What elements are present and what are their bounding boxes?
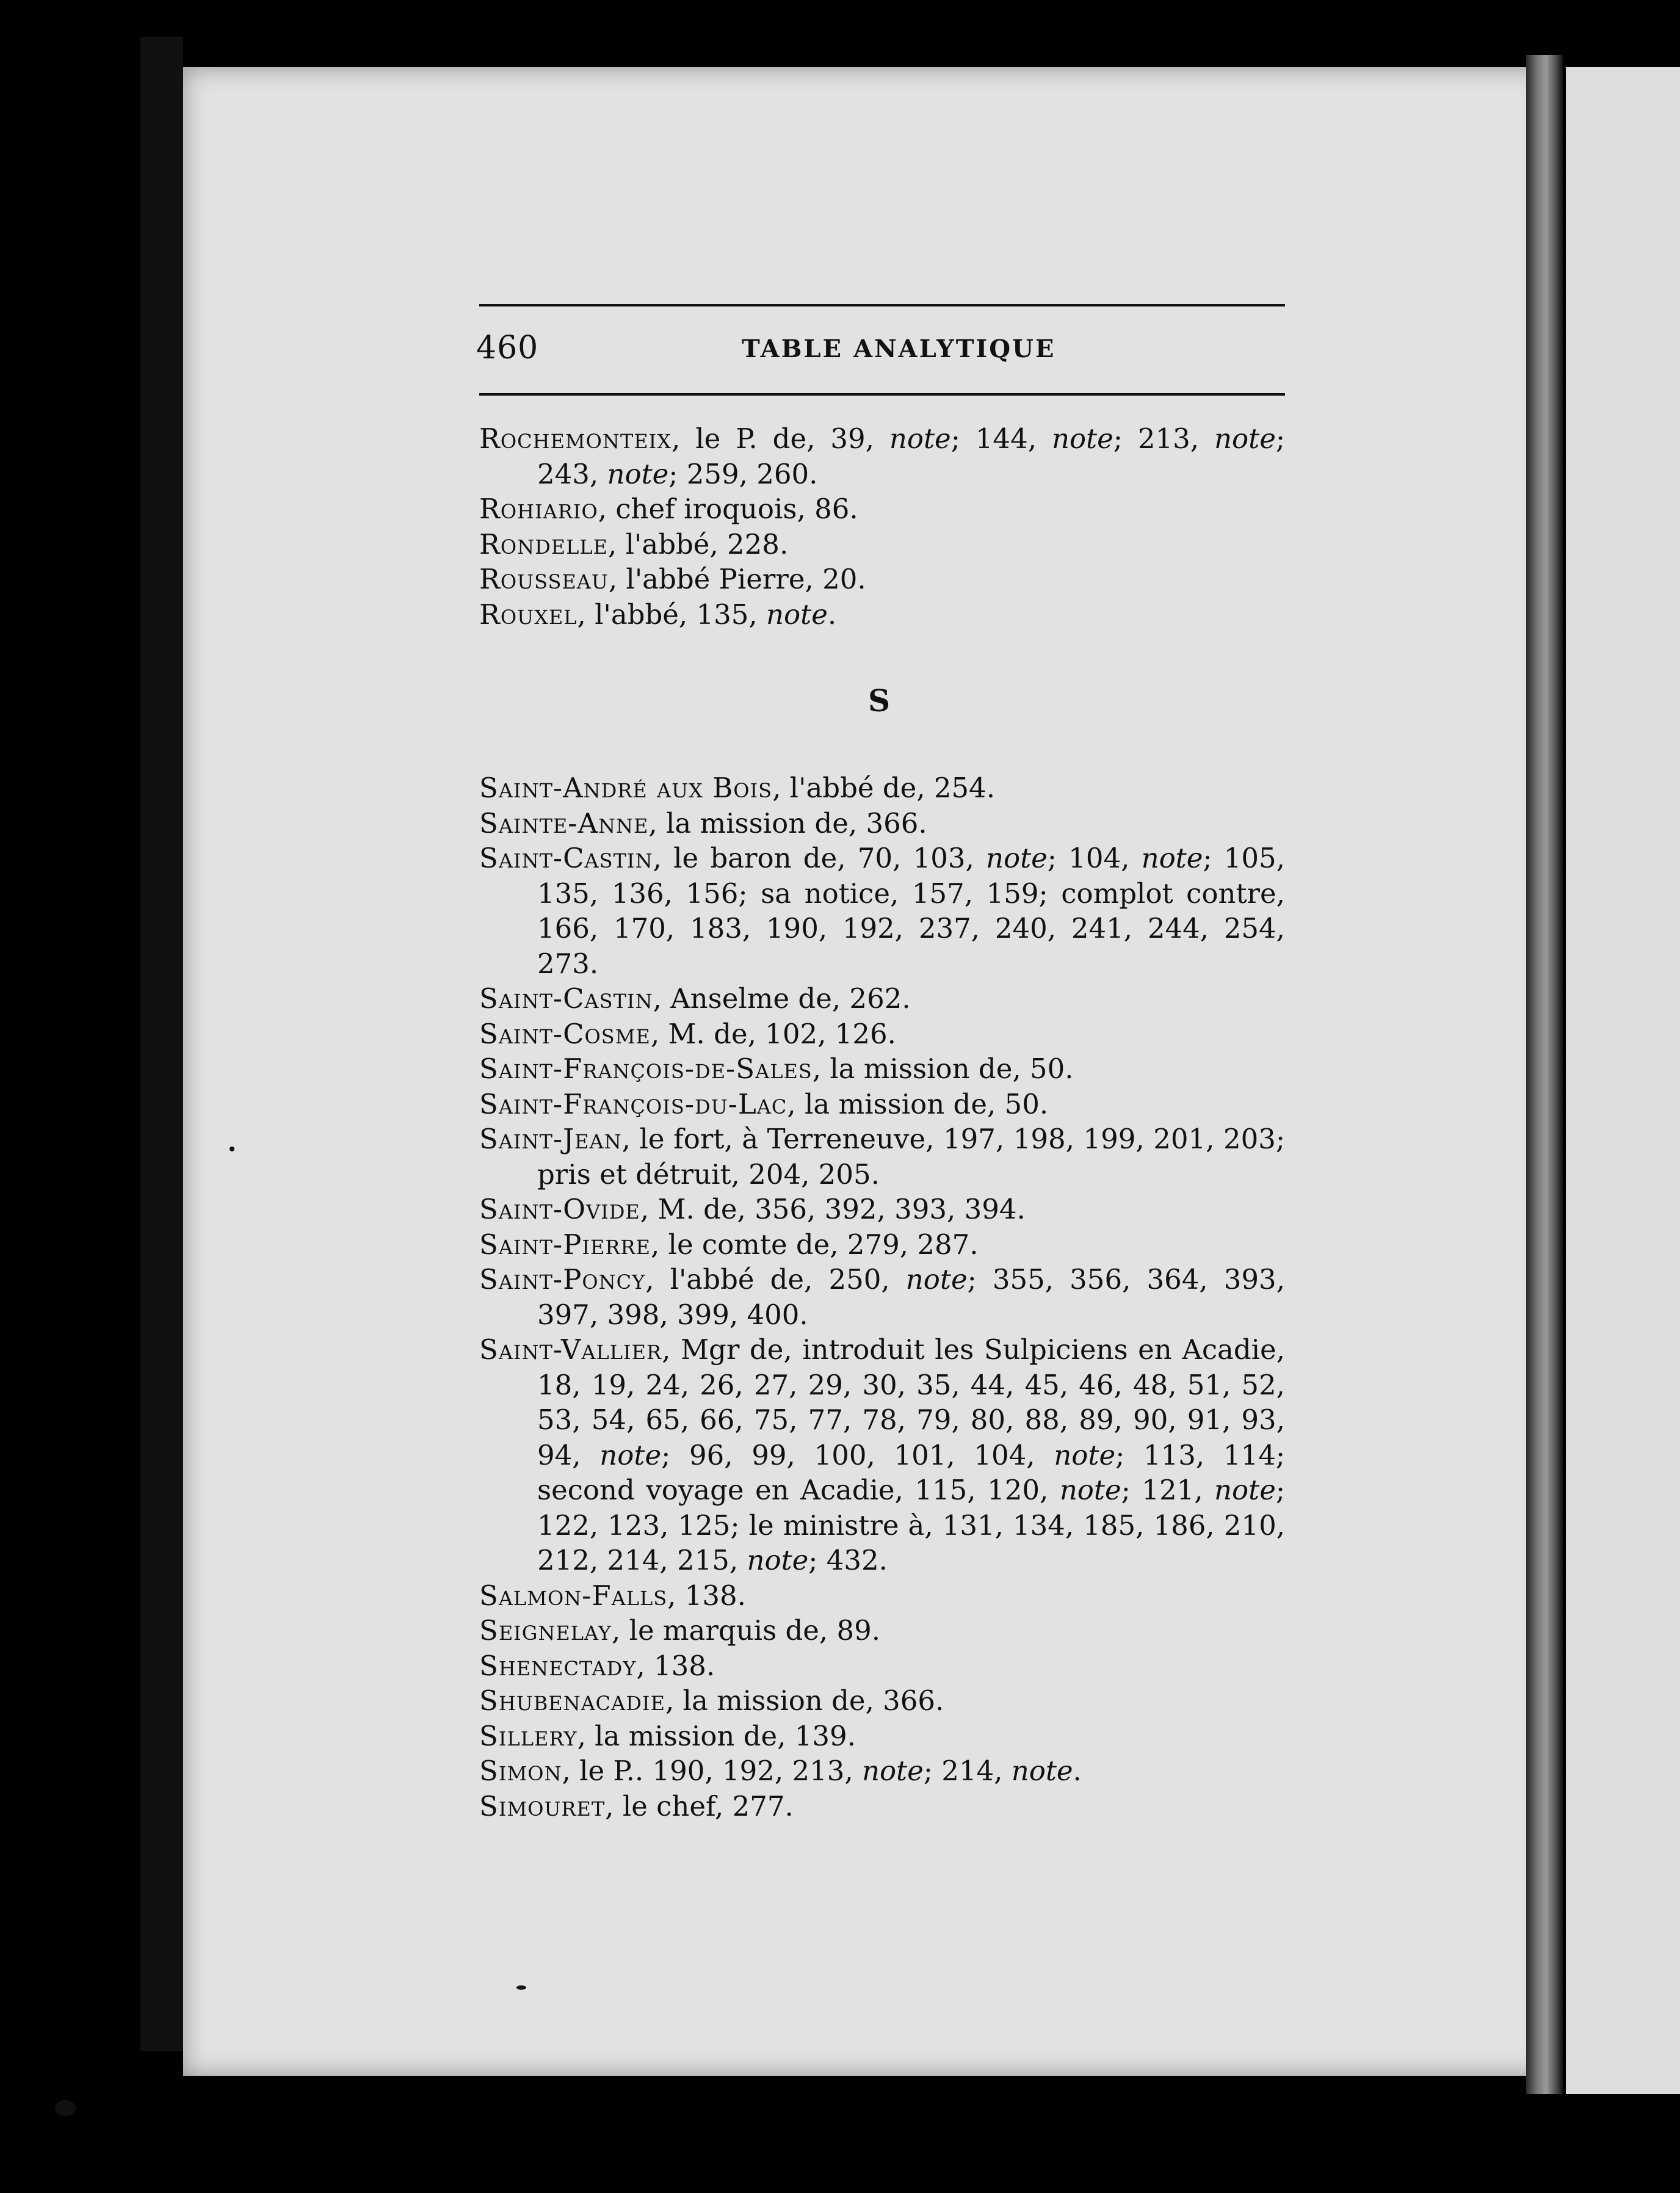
entry-name: Saint-François-de-Sales <box>479 1053 813 1085</box>
index-entry <box>479 491 1285 527</box>
entry-name: Saint-Castin <box>479 982 653 1015</box>
index-entry <box>479 421 1294 491</box>
entry-name: Shenectady <box>479 1649 637 1682</box>
index-entry <box>479 1789 1285 1824</box>
header-rule-bottom <box>479 393 1285 396</box>
entry-name: Rochemonteix <box>479 422 672 455</box>
index-entry <box>479 1087 1285 1122</box>
entry-text: , la mission de, 366. <box>665 1684 944 1717</box>
entry-name: Shubenacadie <box>479 1684 665 1717</box>
scan-speck <box>230 1147 234 1151</box>
entry-text: , M. de, 102, 126. <box>650 1017 896 1050</box>
entry-text: , le marquis de, 89. <box>611 1614 881 1647</box>
entry-text: , le P.. 190, 192, 213, note; 214, note. <box>562 1755 1082 1787</box>
entry-text: , chef iroquois, 86. <box>598 493 858 525</box>
index-entry <box>479 1683 1285 1719</box>
entry-text: , l'abbé de, 250, note; 355, 356, 364, 393, 397, 398, 399, 400. <box>537 1263 1294 1331</box>
entry-text: , 138. <box>667 1579 746 1612</box>
entry-name: Saint-Poncy <box>479 1263 646 1296</box>
index-entry <box>479 597 1285 633</box>
entry-name: Simouret <box>479 1789 606 1822</box>
entry-name: Saint-André aux Bois <box>479 772 773 804</box>
entry-name: Saint-Cosme <box>479 1017 651 1050</box>
entry-name: Saint-Jean <box>479 1123 622 1155</box>
index-entry <box>479 1227 1285 1263</box>
index-entry <box>479 1262 1294 1332</box>
section-letter: S <box>867 683 891 719</box>
book-spine <box>1526 55 1563 2094</box>
entry-name: Seignelay <box>479 1614 612 1647</box>
entry-text: , M. de, 356, 392, 393, 394. <box>640 1193 1026 1225</box>
index-entry <box>479 1192 1285 1227</box>
entry-text: , le comte de, 279, 287. <box>650 1228 979 1261</box>
index-entry <box>479 1578 1285 1614</box>
running-title: TABLE ANALYTIQUE <box>742 335 1056 363</box>
index-entry <box>479 1332 1294 1578</box>
entry-name: Rouxel <box>479 598 578 631</box>
index-entries-r <box>479 421 1294 632</box>
index-entry <box>479 1753 1285 1789</box>
entry-name: Saint-Pierre <box>479 1228 651 1261</box>
entry-name: Rohiario <box>479 493 598 525</box>
entry-name: Saint-Castin <box>479 842 653 874</box>
entry-text: , l'abbé Pierre, 20. <box>608 563 866 595</box>
index-entry <box>479 1122 1294 1192</box>
entry-name: Saint-François-du-Lac <box>479 1087 788 1120</box>
entry-name: Sainte-Anne <box>479 807 649 839</box>
index-entry <box>479 770 1285 806</box>
entry-name: Saint-Ovide <box>479 1193 640 1225</box>
entry-text: , l'abbé, 228. <box>608 527 789 560</box>
entry-text: , le P. de, 39, note; 144, note; 213, note; 243, note; 259, 260. <box>537 422 1294 490</box>
facing-page-edge <box>1566 67 1680 2094</box>
index-entries-s <box>479 770 1294 1824</box>
entry-text: , la mission de, 139. <box>577 1719 856 1752</box>
index-entry <box>479 562 1285 597</box>
entry-text: , Mgr de, introduit les Sulpiciens en Acadie, 18, 19, 24, 26, 27, 29, 30, 35, 44, 45, 46, 48, 51, 52, 53, 54, 65, 66, 75, 77, 78, 79, 80, 88, 89, 90, 91, 93, 94, note; 96, 99, 100, 101, 104, note; 113, 114; second voyage en Acadie, 115, 120, note; 121, note; 122, 123, 125; le ministre à, 131, 134, 185, 186, 210, 212, 214, 215, note; 432. <box>537 1333 1294 1576</box>
scan-speck <box>516 1985 526 1990</box>
entry-name: Sillery <box>479 1719 578 1752</box>
entry-text: , Anselme de, 262. <box>653 982 911 1015</box>
entry-text: , 138. <box>636 1649 715 1682</box>
index-entry <box>479 1051 1285 1087</box>
entry-text: , l'abbé de, 254. <box>772 772 996 804</box>
index-entry <box>479 806 1285 841</box>
index-entry <box>479 981 1285 1017</box>
entry-text: , le baron de, 70, 103, note; 104, note; 105, 135, 136, 156; sa notice, 157, 159; complot contre, 166, 170, 183, 190, 192, 237, 240, 241, 244, 254, 273. <box>537 842 1294 980</box>
index-entry <box>479 1017 1285 1052</box>
entry-name: Salmon-Falls <box>479 1579 668 1612</box>
entry-name: Saint-Vallier <box>479 1333 662 1366</box>
index-entry <box>479 841 1294 981</box>
scan-speck <box>55 2100 76 2116</box>
entry-text: , la mission de, 366. <box>648 807 927 839</box>
entry-text: , la mission de, 50. <box>812 1053 1074 1085</box>
entry-name: Simon <box>479 1755 562 1787</box>
header-rule-top <box>479 304 1285 306</box>
entry-text: , la mission de, 50. <box>787 1087 1049 1120</box>
entry-text: , l'abbé, 135, note. <box>577 598 837 631</box>
entry-text: , le chef, 277. <box>605 1789 794 1822</box>
index-entry <box>479 1613 1285 1648</box>
index-entry <box>479 1648 1285 1684</box>
entry-name: Rondelle <box>479 527 608 560</box>
entry-text: , le fort, à Terreneuve, 197, 198, 199, 201, 203; pris et détruit, 204, 205. <box>537 1123 1294 1191</box>
scan-border <box>140 37 183 2051</box>
page-number: 460 <box>476 330 539 366</box>
entry-name: Rousseau <box>479 563 609 595</box>
index-entry <box>479 527 1285 562</box>
index-entry <box>479 1719 1285 1754</box>
